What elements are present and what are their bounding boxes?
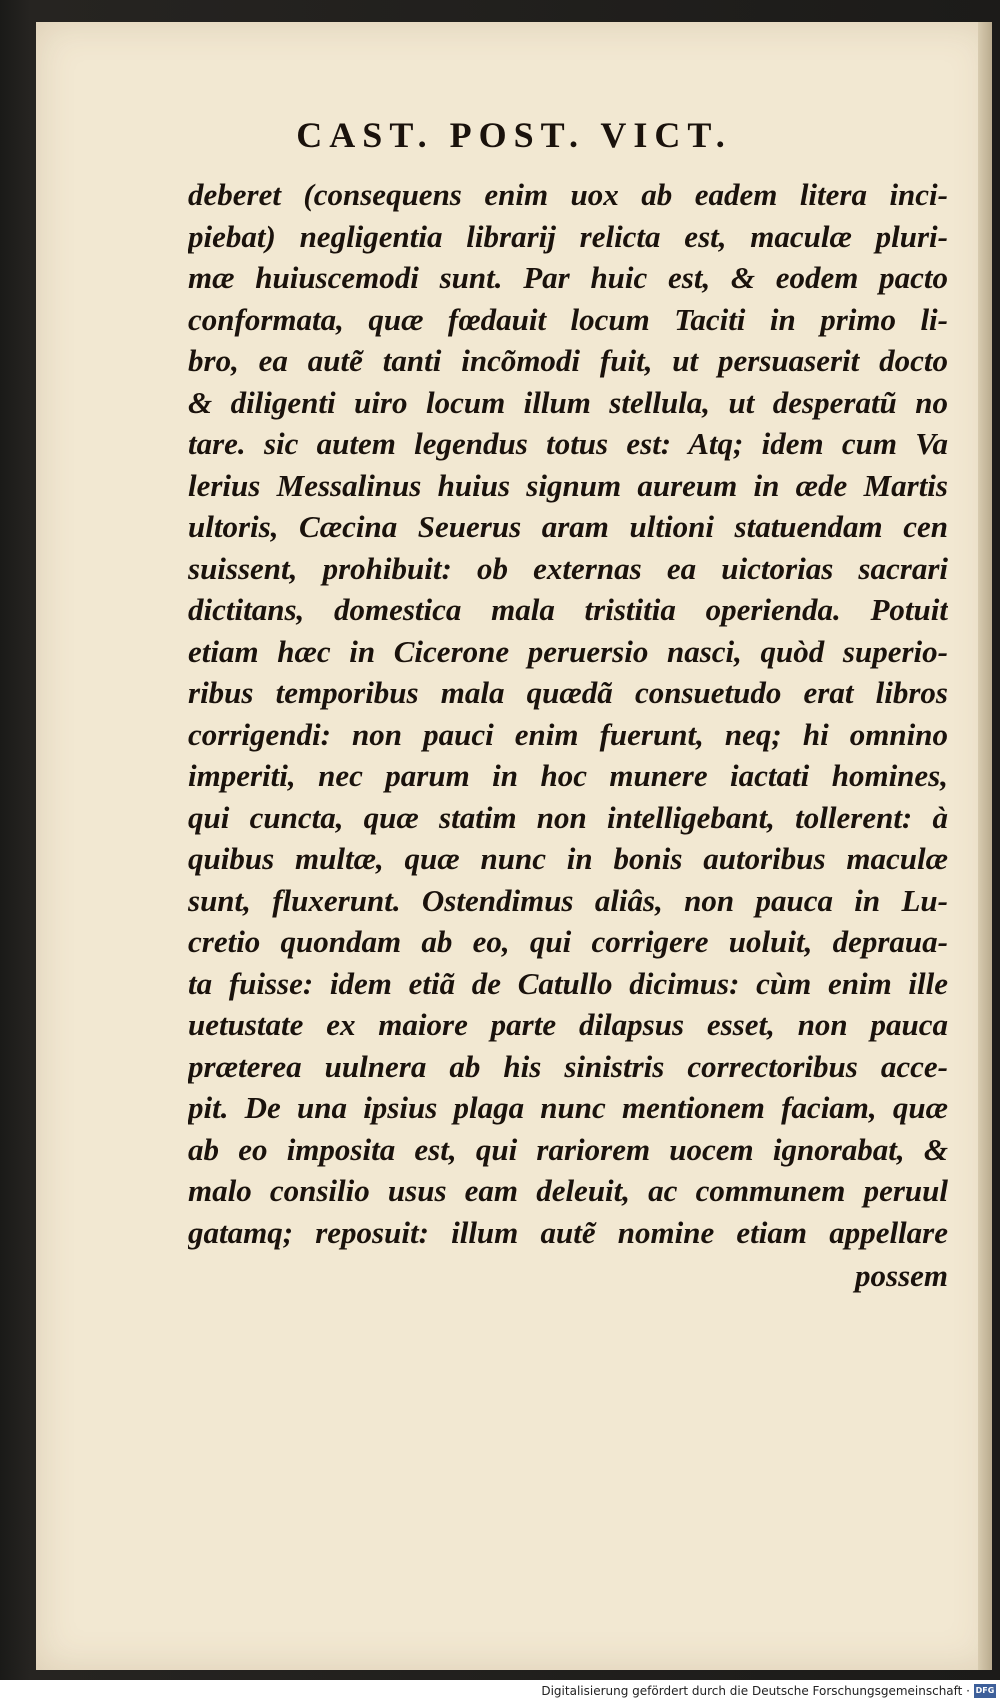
text-line: tare. sic autem legendus totus est: Atq; idem cum Va <box>188 426 948 461</box>
text-line: etiam hæc in Cicerone peruersio nasci, quòd superio- <box>188 633 948 669</box>
text-line: dictitans, domestica mala tristitia operienda. Potuit <box>188 592 948 627</box>
running-head: CAST. POST. VICT. <box>296 115 732 155</box>
text-line: ta fuisse: idem etiã de Catullo dicimus: cùm enim ille <box>188 965 948 1001</box>
text-line: corrigendi: non pauci enim fuerunt, neq; hi omnino <box>188 716 948 752</box>
text-line: cretio quondam ab eo, qui corrigere uoluit, deprauа- <box>188 924 948 959</box>
text-line: sunt, fluxerunt. Ostendimus aliâs, non pauca in Lu- <box>188 882 948 918</box>
text-line: & diligenti uiro locum illum stellula, ut desperatũ no <box>188 384 948 420</box>
dfg-logo-icon: DFG <box>974 1684 996 1698</box>
text-line: lerius Messalinus huius signum aureum in æde Martis <box>188 467 948 503</box>
text-line: conformata, quæ fœdauit locum Taciti in primo li- <box>188 301 948 337</box>
text-line: quibus multæ, quæ nunc in bonis autoribus maculæ <box>188 841 948 876</box>
text-line: imperiti, nec parum in hoc munere iactati homines, <box>188 758 948 793</box>
text-line: ultoris, Cæcina Seuerus aram ultioni statuendam cen <box>188 509 948 544</box>
text-line: gatamq; reposuit: illum autẽ nomine etiam appellare <box>188 1214 948 1250</box>
text-line: bro, ea autẽ tanti incõmodi fuit, ut persuaserit docto <box>188 343 948 378</box>
digitization-footer <box>0 1680 1000 1704</box>
text-line: ribus temporibus mala quædã consuetudo erat libros <box>188 675 948 710</box>
text-line: uetustate ex maiore parte dilapsus esset, non pauca <box>188 1007 948 1042</box>
book-page <box>36 22 992 1670</box>
catchword: possem <box>855 1258 948 1293</box>
text-line: ab eo imposita est, qui rariorem uocem ignorabat, & <box>188 1131 948 1167</box>
footer-credit: Digitalisierung gefördert durch die Deutsche Forschungsgemeinschaft · <box>541 1684 970 1698</box>
text-line: suissent, prohibuit: ob externas ea uictorias sacrari <box>188 550 948 586</box>
text-line: qui cuncta, quæ statim non intelligebant, tollerent: à <box>188 799 948 835</box>
text-line: pit. De una ipsius plaga nunc mentionem faciam, quæ <box>188 1090 948 1125</box>
text-block <box>188 174 948 1297</box>
page-edge <box>978 22 992 1670</box>
text-line: præterea uulnera ab his sinistris correctoribus acce- <box>188 1048 948 1084</box>
text-line: deberet (consequens enim uox ab eadem litera inci- <box>188 177 948 212</box>
text-line: malo consilio usus eam deleuit, ac communem peruul <box>188 1173 948 1208</box>
text-line: mæ huiuscemodi sunt. Par huic est, & eodem pacto <box>188 260 948 295</box>
text-line: piebat) negligentia librarij relicta est, maculæ pluri- <box>188 218 948 254</box>
